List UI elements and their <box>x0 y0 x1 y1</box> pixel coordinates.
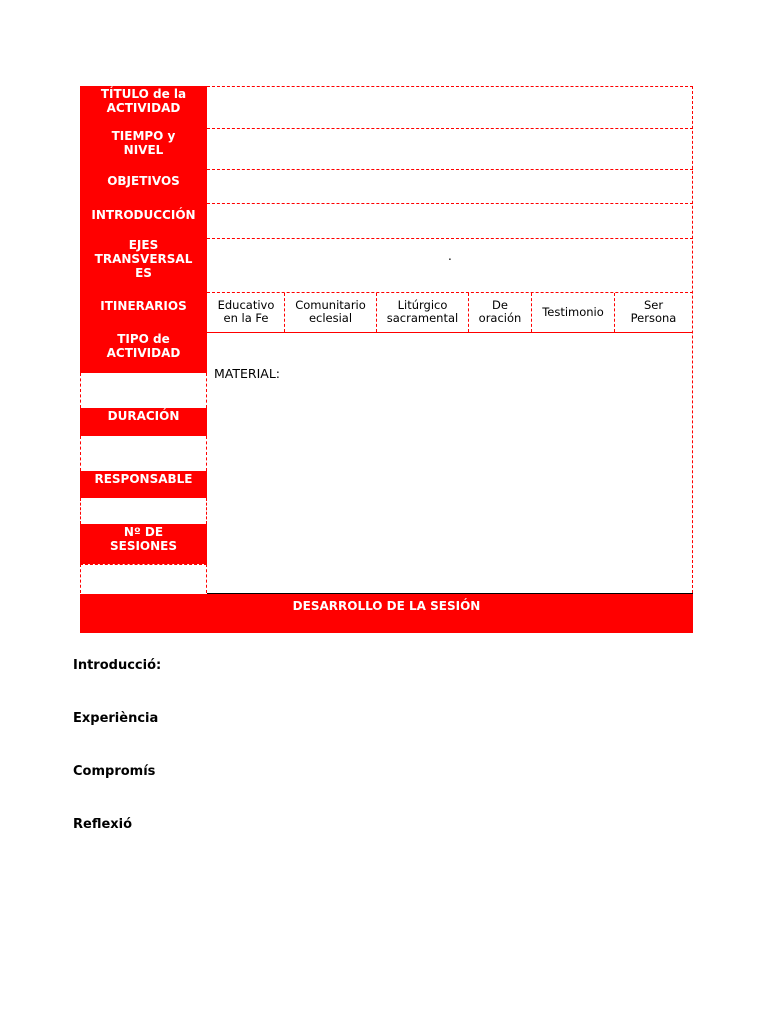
label-objetivos: OBJETIVOS <box>107 174 180 188</box>
table-border-right <box>692 86 693 593</box>
label-ejes: EJES TRANSVERSAL ES <box>94 238 193 280</box>
tiempo-field[interactable] <box>208 129 692 169</box>
desarrollo-banner <box>80 594 693 633</box>
objetivos-field[interactable] <box>208 170 692 203</box>
label-tipo: TIPO de ACTIVIDAD <box>106 332 181 360</box>
titulo-field[interactable] <box>208 87 692 128</box>
itinerario-comunitario[interactable]: Comunitario eclesial <box>295 298 366 325</box>
itinerario-liturgico[interactable]: Litúrgico sacramental <box>386 298 459 325</box>
material-label: MATERIAL: <box>214 366 280 381</box>
blank-cell-responsable[interactable] <box>80 498 207 524</box>
itinerario-oracion[interactable]: De oración <box>478 298 522 325</box>
label-tiempo: TIEMPO y NIVEL <box>111 129 176 157</box>
section-experiencia: Experiència <box>73 711 159 726</box>
section-introduccio: Introducció: <box>73 658 162 673</box>
blank-cell-duracion[interactable] <box>80 436 207 471</box>
label-responsable: RESPONSABLE <box>94 472 193 486</box>
label-sesiones: Nº DE SESIONES <box>109 525 178 553</box>
itinerario-testimonio[interactable]: Testimonio <box>542 304 604 319</box>
material-field[interactable] <box>208 333 692 593</box>
introduccion-field[interactable] <box>208 204 692 238</box>
itinerario-educativo[interactable]: Educativo en la Fe <box>217 298 275 325</box>
label-itinerarios: ITINERARIOS <box>100 299 187 313</box>
itinerario-ser-persona[interactable]: Ser Persona <box>630 298 677 325</box>
label-duracion: DURACIÓN <box>107 409 180 423</box>
label-introduccion: INTRODUCCIÓN <box>91 208 196 222</box>
ejes-value: . <box>448 249 452 263</box>
desarrollo-title: DESARROLLO DE LA SESIÓN <box>292 599 481 613</box>
section-reflexio: Reflexió <box>73 817 133 832</box>
ejes-field[interactable] <box>208 239 692 292</box>
section-compromis: Compromís <box>73 764 156 779</box>
label-titulo: TÍTULO de la ACTIVIDAD <box>100 87 187 115</box>
blank-cell-sesiones[interactable] <box>80 564 207 593</box>
blank-cell-tipo[interactable] <box>80 373 207 408</box>
